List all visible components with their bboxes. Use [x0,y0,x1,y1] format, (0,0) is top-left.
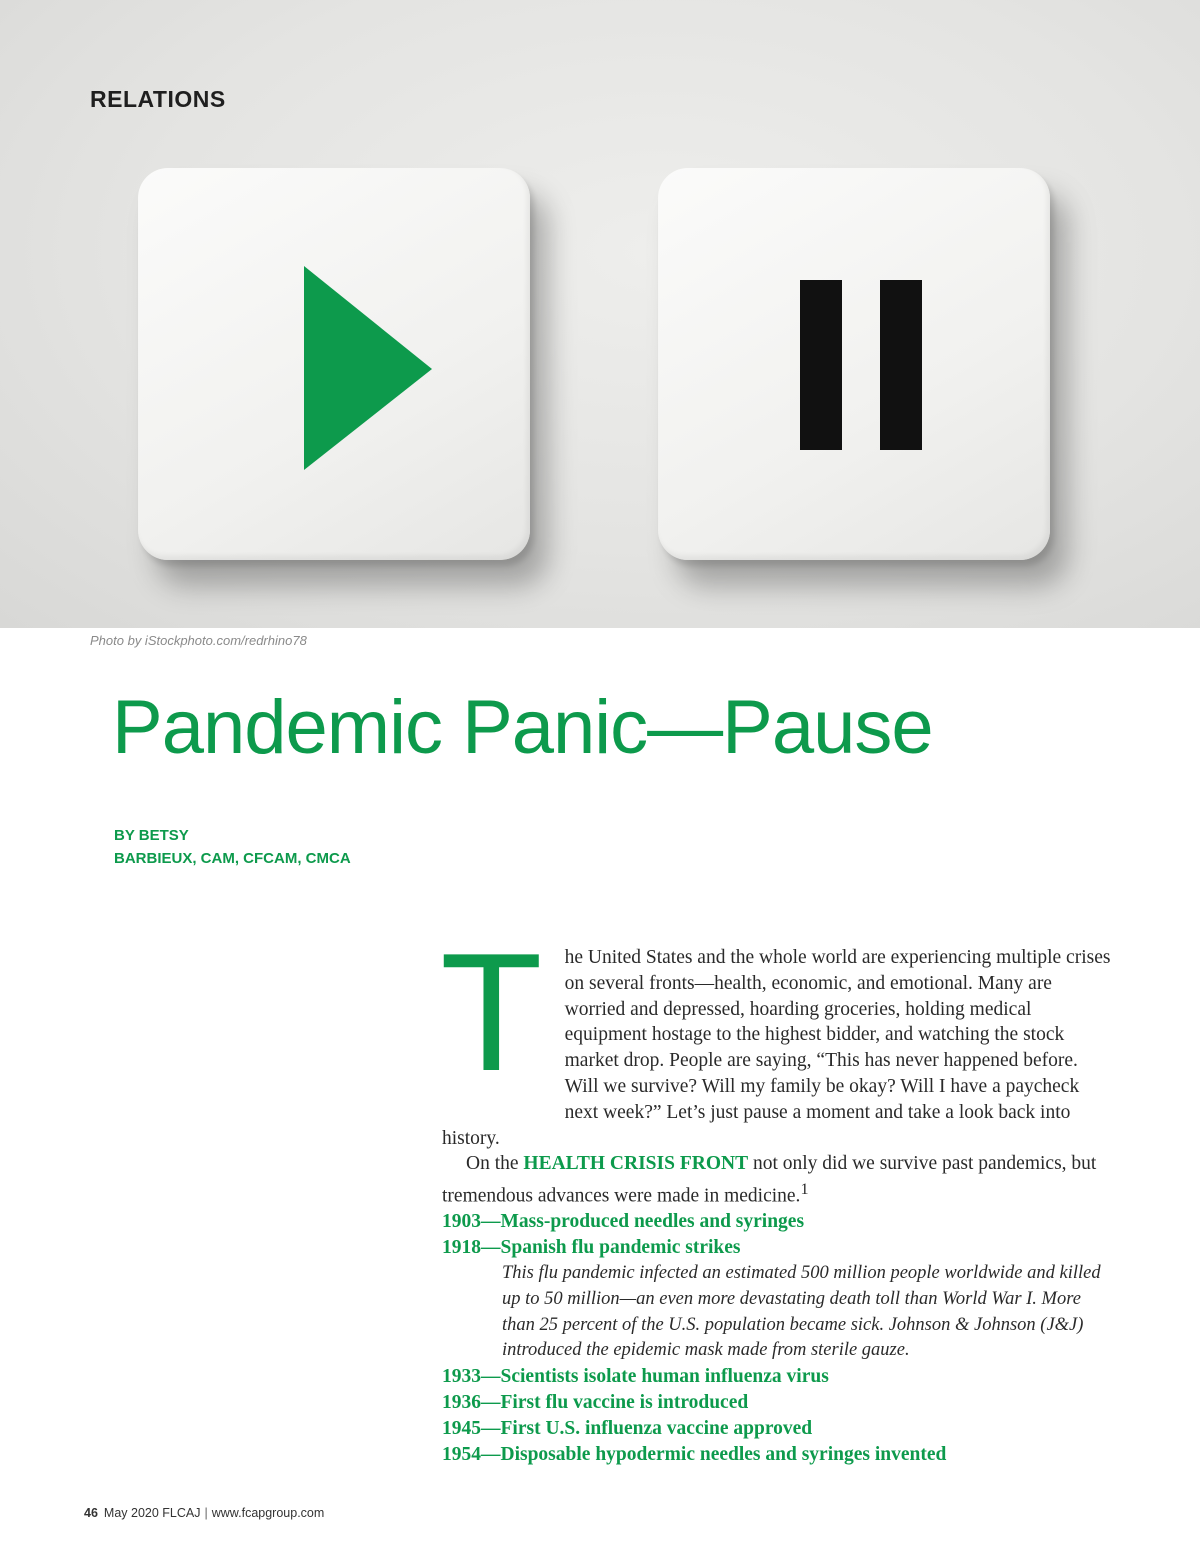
timeline-item-1936: 1936—First flu vaccine is introduced [442,1392,749,1414]
timeline-item-1954: 1954—Disposable hypodermic needles and syringes invented [442,1443,947,1465]
page-footer [84,1506,324,1520]
footer-separator: | [204,1506,208,1520]
byline-line-1: BY BETSY [114,827,189,844]
timeline-item-1933: 1933—Scientists isolate human influenza virus [442,1366,829,1388]
play-icon [304,266,434,472]
pause-icon [800,280,922,450]
article-title: Pandemic Panic—Pause [112,685,933,770]
website-link[interactable]: www.fcapgroup.com [211,1506,325,1520]
paragraph-health-front [442,1151,1112,1209]
paragraph-text: not only did we survive past pandemics, but tremendous advances were made in medicine. [442,1153,1097,1207]
page-number: 46 [84,1506,98,1520]
play-key [138,168,530,560]
issue-label: May 2020 FLCAJ [103,1506,201,1520]
timeline-item-1918: 1918—Spanish flu pandemic strikes [442,1237,741,1259]
article-body [440,918,1112,1467]
footnote-marker: 1 [800,1180,809,1199]
timeline-item-1945: 1945—First U.S. influenza vaccine approved [442,1417,813,1439]
paragraph-text: On the [466,1153,524,1175]
pause-key [658,168,1050,560]
drop-cap: T [440,918,543,1106]
byline-line-2: BARBIEUX, CAM, CFCAM, CMCA [114,850,351,867]
photo-credit: Photo by iStockphoto.com/redrhino78 [90,633,307,648]
paragraph-intro: he United States and the whole world are experiencing multiple crises on several fronts—health, economic, and emotional. Many are worried and depressed, hoarding groceries, holding medical equipment hostage to the highest bidder, and watching the stock market drop. People are saying, “This has never happened before. Will we survive? Will my family be okay? Will I have a paycheck next week?” Let’s just pause a moment and take a look back into history. [442,947,1111,1149]
byline [114,824,351,870]
section-label: RELATIONS [90,86,226,112]
hero-photo [0,0,1200,628]
timeline-item-1903: 1903—Mass-produced needles and syringes [442,1211,805,1233]
health-crisis-highlight: HEALTH CRISIS FRONT [523,1153,749,1175]
timeline-note-1918: This flu pandemic infected an estimated 500 million people worldwide and killed up to 50 million—an even more devastating death toll than World War I. More than 25 percent of the U.S. population became sick. Johnson & Johnson (J&J) introduced the epidemic mask made from sterile gauze. [502,1263,1101,1361]
